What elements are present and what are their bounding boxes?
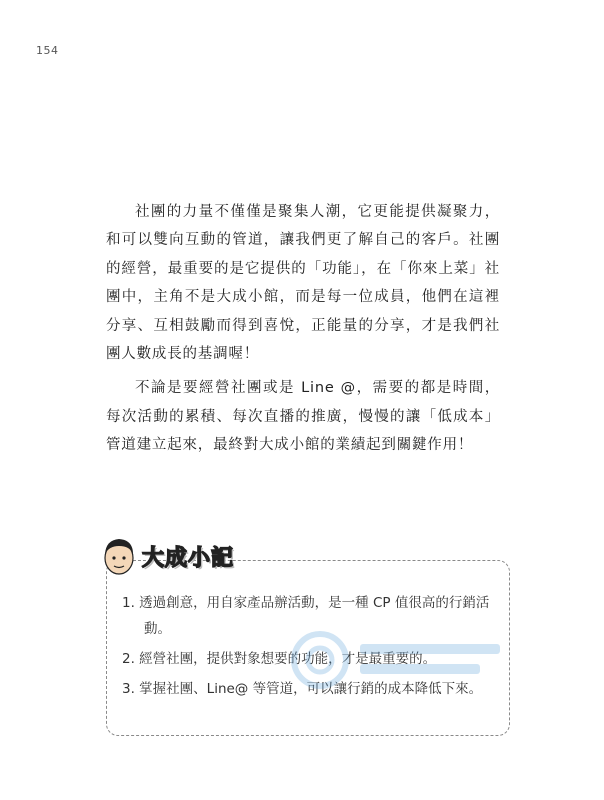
list-item: 1. 透過創意，用自家產品辦活動，是一種 CP 值很高的行銷活動。 [122, 595, 490, 637]
note-box-title: 大成小記 [142, 545, 235, 571]
page-number: 154 [36, 44, 59, 57]
list-item: 2. 經營社團，提供對象想要的功能，才是最重要的。 [122, 651, 437, 667]
watermark-logo [280, 620, 510, 700]
list-item: 3. 掌握社團、Line@ 等管道，可以讓行銷的成本降低下來。 [122, 681, 483, 697]
avatar-icon [100, 534, 138, 578]
body-text [106, 198, 500, 466]
note-box-header [100, 532, 234, 580]
paragraph: 不論是要經營社團或是 Line @，需要的都是時間，每次活動的累積、每次直播的推廣，慢慢的讓「低成本」管道建立起來，最終對大成小館的業績起到關鍵作用！ [106, 380, 500, 454]
paragraph: 社團的力量不僅僅是聚集人潮，它更能提供凝聚力，和可以雙向互動的管道，讓我們更了解自己的客戶。社團的經營，最重要的是它提供的「功能」，在「你來上菜」社團中，主角不是大成小館，而是每一位成員，他們在這裡分享、互相鼓勵而得到喜悅，正能量的分享，才是我們社團人數成長的基調喔！ [106, 204, 500, 363]
